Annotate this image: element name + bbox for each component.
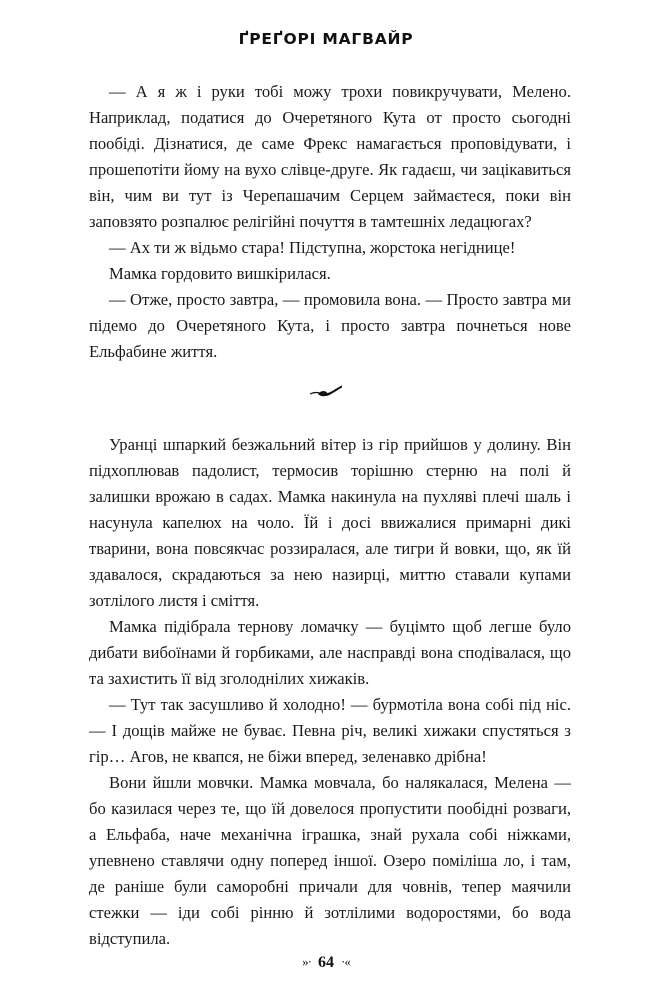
page-number-value: 64 [318,954,334,971]
paragraph: — А я ж і руки тобі можу трохи повикручувати, Мелено. Наприклад, податися до Очеретяного Кута от просто сьогодні пообіді. Дізнатися, де саме Фрекс намагається проповідувати, і прошепотіти йому на вухо слівце-друге. Як гадаєш, чи зацікавиться він, чим ви тут із Черепашачим Серцем займаєтеся, поки він заповзято розпалює релігійні почуття в тамтешніх ледацюгах? [89,82,571,231]
quill-flourish-icon [308,382,344,404]
paragraph: — Тут так засушливо й холодно! — бурмотіла вона собі під ніс. — І дощів майже не буває. Певна річ, великі хижаки спустяться з гір… Агов, не квапся, не біжи вперед, зеленавко дрібна! [89,695,571,766]
paragraph: Мамка гордовито вишкірилася. [109,264,331,283]
paragraph: Уранці шпаркий безжальний вітер із гір прийшов у долину. Він підхоплював падолист, термосив торішню стерню на полі й залишки врожаю в садах. Мамка накинула на пухляві плечі шаль і насунула капелюх на чоло. Їй і досі ввижалися примарні дикі тварини, вона повсякчас роззиралася, але тигри й вовки, що, як їй здавалося, скрадаються за нею назирці, миттю ставали купами зотлілого листя і сміття. [89,435,571,610]
folio-right-ornament: ·« [341,954,350,970]
folio-left-ornament: »· [302,954,311,970]
paragraph: Вони йшли мовчки. Мамка мовчала, бо налякалася, Мелена — бо казилася через те, що їй довелося пропустити пообідні розваги, а Ельфаба, наче механічна іграшка, знай рухала собі ніжками, упевнено ставлячи одну поперед іншої. Озеро поміліша ло, і там, де раніше були саморобні причали для човнів, тепер маячили стежки — іди собі рінню й зотлілими водоростями, бо вода відступила. [89,773,571,948]
paragraph: Мамка підібрала тернову ломачку — буцімто щоб легше було дибати вибоїнами й горбиками, але насправді вона сподівалася, що та захистить її від зголоднілих хижаків. [89,617,571,688]
section-two-text [89,432,571,952]
paragraph: — Отже, просто завтра, — промовила вона. — Просто завтра ми підемо до Очеретяного Кута, і просто завтра почнеться нове Ельфабине життя. [89,290,571,361]
paragraph: — Ах ти ж відьмо стара! Підступна, жорстока негіднице! [109,238,516,257]
running-head-author: ҐРЕҐОРІ МАГВАЙР [238,30,414,48]
page-number [0,954,652,972]
section-one-text [89,79,571,365]
